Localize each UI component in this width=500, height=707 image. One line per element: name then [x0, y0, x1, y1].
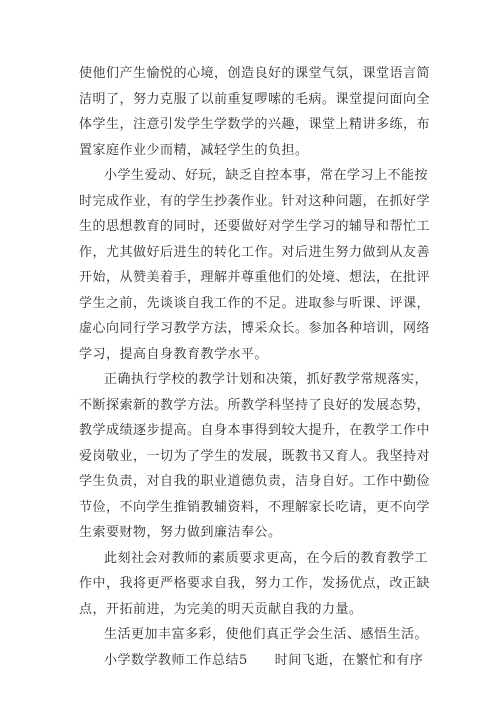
paragraph-start-line: 生活更加丰富多彩，使他们真正学会生活、感悟生活。: [104, 627, 429, 642]
text-line: 体学生，注意引发学生学数学的兴趣，课堂上精讲多练，布: [79, 117, 431, 132]
paragraph-start-line: 小学生爱动、好玩，缺乏自控本事，常在学习上不能按: [104, 168, 429, 183]
text-line: 节俭，不向学生推销教辅资料，不理解家长吃请，更不向学: [79, 500, 431, 515]
text-line: 生的思想教育的同时，还要做好对学生学习的辅导和帮忙工: [79, 219, 431, 234]
text-line: 作中，我将更严格要求自我，努力工作，发扬优点，改正缺: [79, 576, 431, 591]
text-line: 作，尤其做好后进生的转化工作。对后进生努力做到从友善: [79, 245, 431, 260]
text-line: 学习，提高自身教育教学水平。: [79, 347, 269, 362]
text-line: 使他们产生愉悦的心境，创造良好的课堂气氛，课堂语言简: [79, 66, 431, 81]
text-line: 点，开拓前进，为完美的明天贡献自我的力量。: [79, 602, 363, 617]
paragraph-start-line: 正确执行学校的教学计划和决策，抓好教学常规落实，: [104, 372, 429, 387]
section-heading-line: 小学数学教师工作总结5 时间飞逝，在繁忙和有序: [104, 653, 424, 668]
text-line: 爱岗敬业，一切为了学生的发展，既教书又育人。我坚持对: [79, 449, 431, 464]
text-line: 洁明了，努力克服了以前重复啰嗦的毛病。课堂提问面向全: [79, 92, 431, 107]
text-line: 开始，从赞美着手，理解并尊重他们的处境、想法，在批评: [79, 270, 431, 285]
text-line: 置家庭作业少而精，减轻学生的负担。: [79, 143, 309, 158]
text-line: 教学成绩逐步提高。自身本事得到较大提升，在教学工作中: [79, 423, 431, 438]
text-line: 学生负责，对自我的职业道德负责，洁身自好。工作中勤俭: [79, 474, 431, 489]
text-line: 学生之前，先谈谈自我工作的不足。进取参与听课、评课，: [79, 296, 431, 311]
paragraph-start-line: 此刻社会对教师的素质要求更高，在今后的教育教学工: [104, 551, 429, 566]
text-line: 生索要财物，努力做到廉洁奉公。: [79, 525, 282, 540]
text-line: 时完成作业，有的学生抄袭作业。针对这种问题，在抓好学: [79, 194, 431, 209]
text-line: 虚心向同行学习教学方法，博采众长。参加各种培训，网络: [79, 321, 431, 336]
text-line: 不断探索新的教学方法。所教学科坚持了良好的发展态势，: [79, 398, 431, 413]
